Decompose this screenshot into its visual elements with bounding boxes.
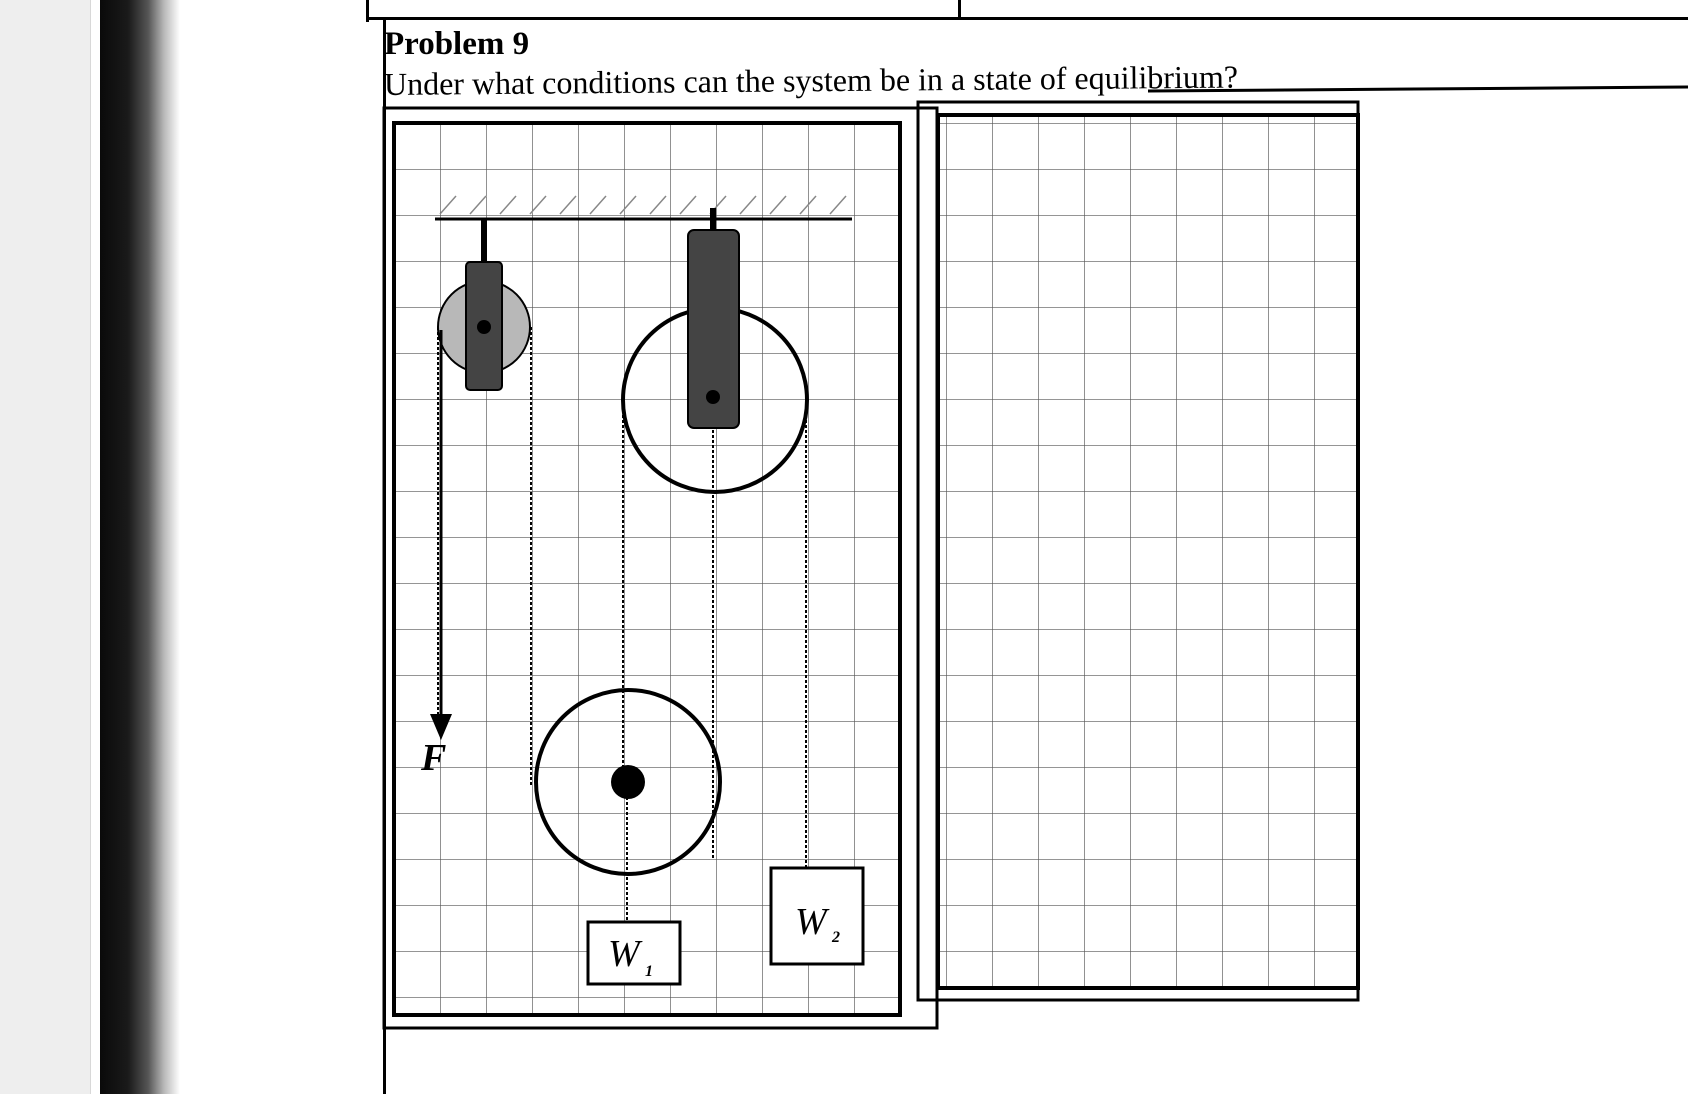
answer-grid (938, 115, 1358, 988)
weight-w2-subscript: 2 (832, 929, 840, 946)
problem-title: Problem 9 (384, 26, 530, 62)
weight-w1-letter: W (608, 933, 640, 975)
force-label: F (421, 737, 447, 779)
question-row-rule (1148, 87, 1688, 91)
weight-w1-subscript: 1 (645, 963, 653, 980)
problem-question: Under what conditions can the system be in a state of equilibrium? (383, 58, 1239, 102)
weight-w2-letter: W (795, 901, 827, 943)
